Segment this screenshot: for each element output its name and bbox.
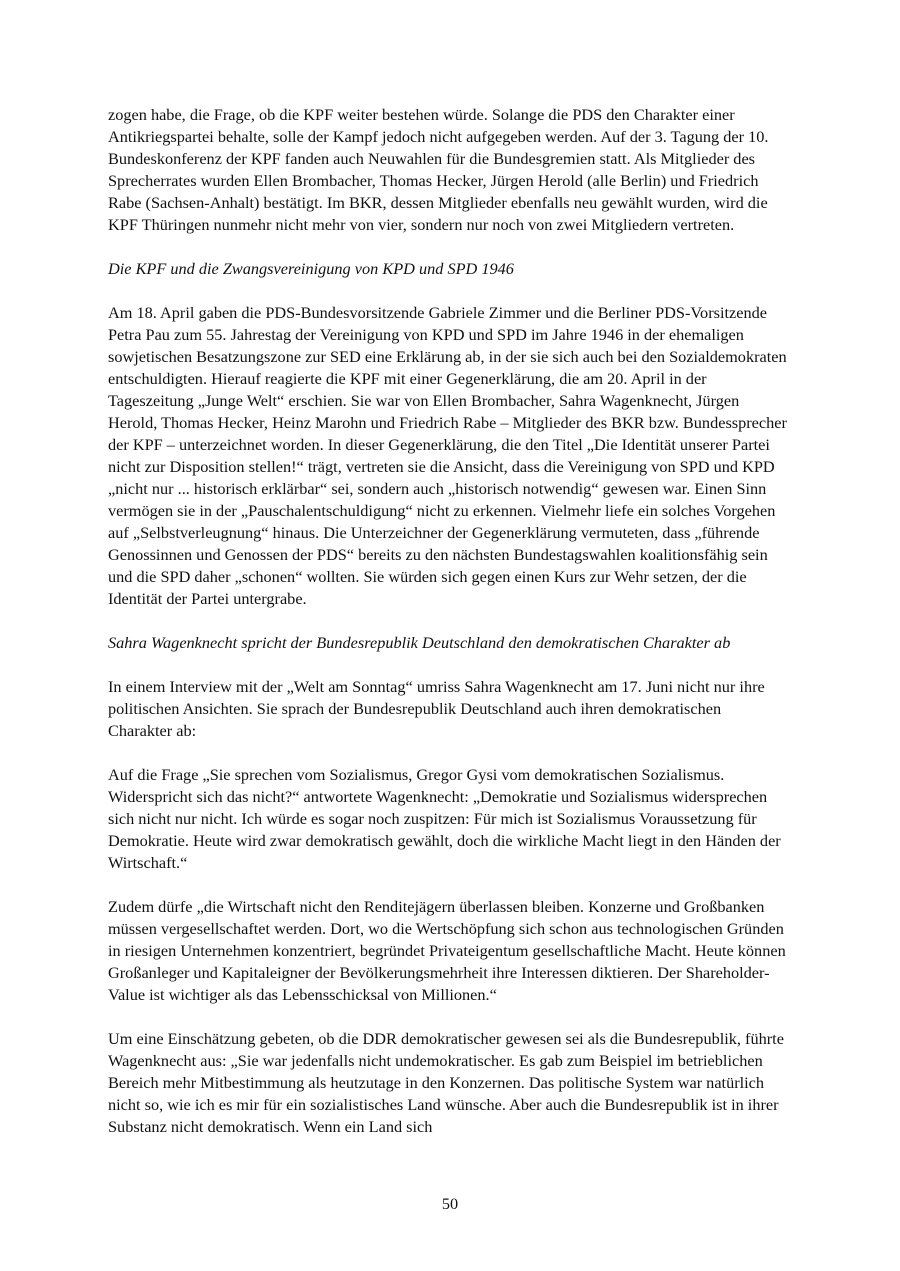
- paragraph-gegenerklaerung: Am 18. April gaben die PDS-Bundesvorsitzende Gabriele Zimmer und die Berliner PDS-Vorsitzende Petra Pau zum 55. Jahrestag der Vereinigung von KPD und SPD im Jahre 1946 in der ehemaligen sowjetischen Besatzungszone zur SED eine Erklärung ab, in der sie sich auch bei den Sozialdemokraten entschuldigten. Hierauf reagierte die KPF mit einer Gegenerklärung, die am 20. April in der Tageszeitung „Junge Welt“ erschien. Sie war von Ellen Brombacher, Sahra Wagenknecht, Jürgen Herold, Thomas Hecker, Heinz Marohn und Friedrich Rabe – Mitglieder des BKR bzw. Bundessprecher der KPF – unterzeichnet worden. In dieser Gegenerklärung, die den Titel „Die Identität unserer Partei nicht zur Disposition stellen!“ trägt, vertreten sie die Ansicht, dass die Vereinigung von SPD und KPD „nicht nur ... historisch erklärbar“ sei, sondern auch „historisch notwendig“ gewesen war. Einen Sinn vermögen sie in der „Pauschalentschuldigung“ nicht zu erkennen. Vielmehr liefe ein solches Vorgehen auf „Selbstverleugnung“ hinaus. Die Unterzeichner der Gegenerklärung vermuteten, dass „führende Genossinnen und Genossen der PDS“ bereits zu den nächsten Bundestagswahlen koalitionsfähig sein und die SPD daher „schonen“ wollten. Sie würden sich gegen einen Kurs zur Wehr setzen, der die Identität der Partei untergrabe.: [108, 303, 787, 608]
- section-heading-wagenknecht: Sahra Wagenknecht spricht der Bundesrepublik Deutschland den demokratischen Charakter ab: [108, 633, 731, 652]
- paragraph-ddr-quote: Um eine Einschätzung gebeten, ob die DDR demokratischer gewesen sei als die Bundesrepublik, führte Wagenknecht aus: „Sie war jedenfalls nicht undemokratischer. Es gab zum Beispiel im betrieblichen Bereich mehr Mitbestimmung als heutzutage in den Konzernen. Das politische System war natürlich nicht so, wie ich es mir für ein sozialistisches Land wünsche. Aber auch die Bundesrepublik ist in ihrer Substanz nicht demokratisch. Wenn ein Land sich: [108, 1029, 784, 1136]
- document-page: [108, 104, 788, 1160]
- paragraph-interview-intro: In einem Interview mit der „Welt am Sonntag“ umriss Sahra Wagenknecht am 17. Juni nicht nur ihre politischen Ansichten. Sie sprach der Bundesrepublik Deutschland auch ihren demokratischen Charakter ab:: [108, 677, 765, 740]
- section-heading-zwangsvereinigung: Die KPF und die Zwangsvereinigung von KPD und SPD 1946: [108, 259, 514, 278]
- page-number: 50: [441, 1194, 459, 1213]
- paragraph-kpf-conference: zogen habe, die Frage, ob die KPF weiter bestehen würde. Solange die PDS den Charakter einer Antikriegspartei behalte, solle der Kampf jedoch nicht aufgegeben werden. Auf der 3. Tagung der 10. Bundeskonferenz der KPF fanden auch Neuwahlen für die Bundesgremien statt. Als Mitglieder des Sprecherrates wurden Ellen Brombacher, Thomas Hecker, Jürgen Herold (alle Berlin) und Friedrich Rabe (Sachsen-Anhalt) bestätigt. Im BKR, dessen Mitglieder ebenfalls neu gewählt wurden, wird die KPF Thüringen nunmehr nicht mehr von vier, sondern nur noch von zwei Mitgliedern vertreten.: [108, 105, 769, 234]
- paragraph-sozialismus-quote: Auf die Frage „Sie sprechen vom Sozialismus, Gregor Gysi vom demokratischen Sozialismus. Widerspricht sich das nicht?“ antwortete Wagenknecht: „Demokratie und Sozialismus widersprechen sich nicht nur nicht. Ich würde es sogar noch zuspitzen: Für mich ist Sozialismus Voraussetzung für Demokratie. Heute wird zwar demokratisch gewählt, doch die wirkliche Macht liegt in den Händen der Wirtschaft.“: [108, 765, 781, 872]
- paragraph-wirtschaft-quote: Zudem dürfe „die Wirtschaft nicht den Renditejägern überlassen bleiben. Konzerne und Großbanken müssen vergesellschaftet werden. Dort, wo die Wertschöpfung sich schon aus technologischen Gründen in riesigen Unternehmen konzentriert, begründet Privateigentum gesellschaftliche Macht. Heute können Großanleger und Kapitaleigner der Bevölkerungsmehrheit ihre Interessen diktieren. Der Shareholder-Value ist wichtiger als das Lebensschicksal von Millionen.“: [108, 897, 786, 1004]
